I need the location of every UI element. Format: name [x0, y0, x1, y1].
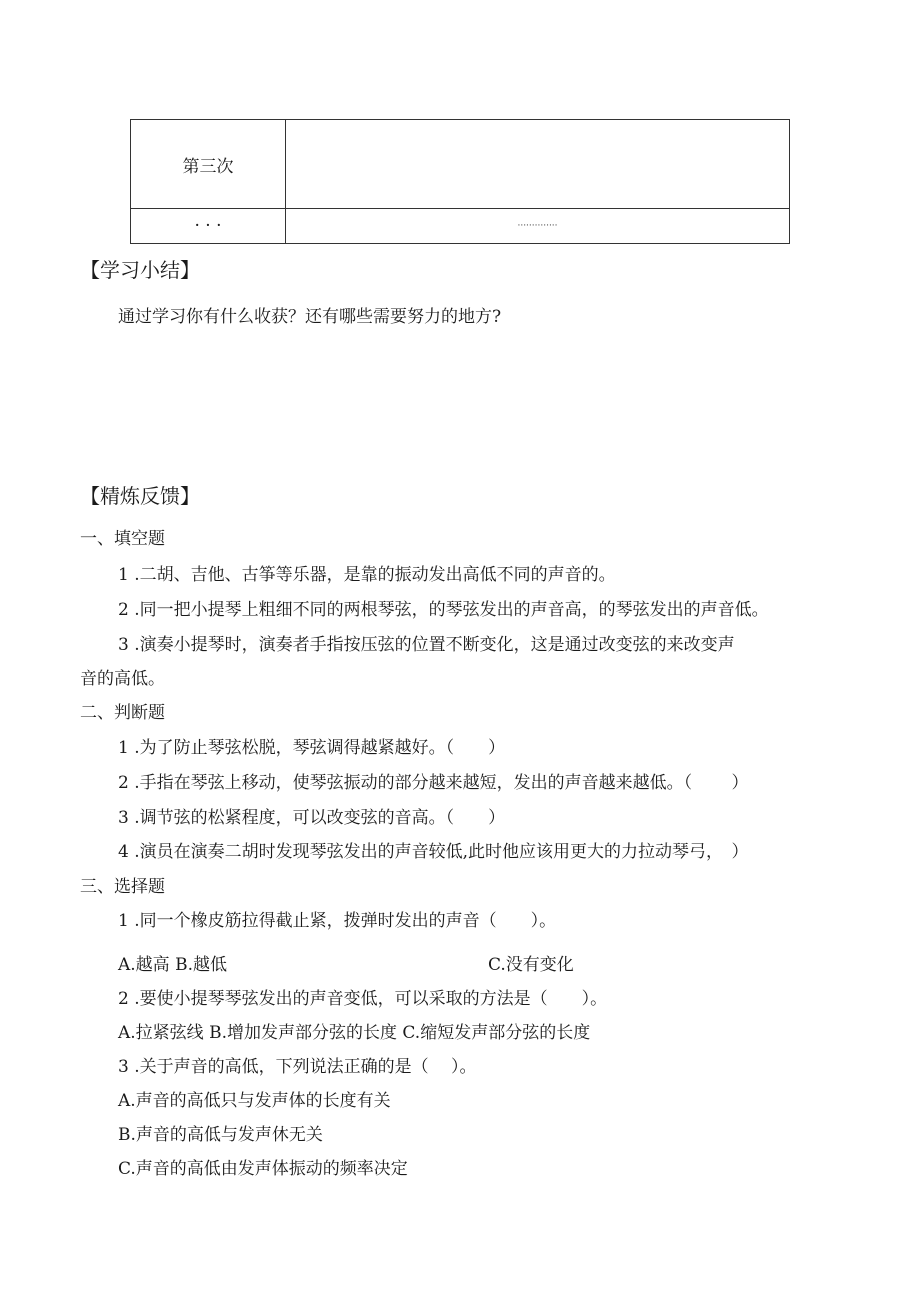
fill-question-2: 2 .同一把小提琴上粗细不同的两根琴弦，的琴弦发出的声音高，的琴弦发出的声音低。 — [118, 600, 769, 620]
fill-question-3-cont: 音的高低。 — [80, 669, 165, 689]
judge-section-title: 二、判断题 — [80, 703, 165, 723]
row-label: 第三次 — [131, 120, 286, 209]
choice-question-1: 1 .同一个橡皮筋拉得截止紧，拨弹时发出的声音（ ）。 — [118, 911, 557, 931]
judge-question-1: 1 .为了防止琴弦松脱，琴弦调得越紧越好。（ ） — [118, 738, 506, 758]
choice-question-2: 2 .要使小提琴琴弦发出的声音变低，可以采取的方法是（ ）。 — [118, 989, 608, 1009]
choice-q1-option-c: C.没有变化 — [488, 955, 574, 975]
row-content — [286, 120, 790, 209]
summary-heading: 【学习小结】 — [80, 258, 200, 282]
summary-prompt: 通过学习你有什么收获？还有哪些需要努力的地方? — [118, 307, 502, 327]
choice-question-3: 3 .关于声音的高低，下列说法正确的是（ ）。 — [118, 1057, 477, 1077]
fill-section-title: 一、填空题 — [80, 529, 165, 549]
choice-q3-option-c: C.声音的高低由发声体振动的频率决定 — [118, 1159, 408, 1179]
choice-q1-options-ab: A.越高 B.越低 — [118, 955, 227, 975]
record-table — [130, 119, 790, 244]
table-row — [131, 120, 790, 209]
row-content: ·············· — [286, 209, 790, 244]
judge-question-3: 3 .调节弦的松紧程度，可以改变弦的音高。（ ） — [118, 808, 506, 828]
judge-question-4: 4 .演员在演奏二胡时发现琴弦发出的声音较低,此时他应该用更大的力拉动琴弓， ） — [118, 842, 749, 862]
judge-question-2: 2 .手指在琴弦上移动，使琴弦振动的部分越来越短，发出的声音越来越低。（ ） — [118, 773, 749, 793]
row-label: · · · — [131, 209, 286, 244]
choice-q2-options: A.拉紧弦线 B.增加发声部分弦的长度 C.缩短发声部分弦的长度 — [118, 1023, 591, 1043]
table-row — [131, 209, 790, 244]
practice-heading: 【精炼反馈】 — [80, 484, 200, 508]
choice-q3-option-b: B.声音的高低与发声休无关 — [118, 1125, 323, 1145]
fill-question-1: 1 .二胡、吉他、古筝等乐器，是靠的振动发出高低不同的声音的。 — [118, 565, 616, 585]
choice-section-title: 三、选择题 — [80, 877, 165, 897]
fill-question-3: 3 .演奏小提琴时，演奏者手指按压弦的位置不断变化，这是通过改变弦的来改变声 — [118, 635, 735, 655]
choice-q3-option-a: A.声音的高低只与发声体的长度有关 — [118, 1091, 391, 1111]
